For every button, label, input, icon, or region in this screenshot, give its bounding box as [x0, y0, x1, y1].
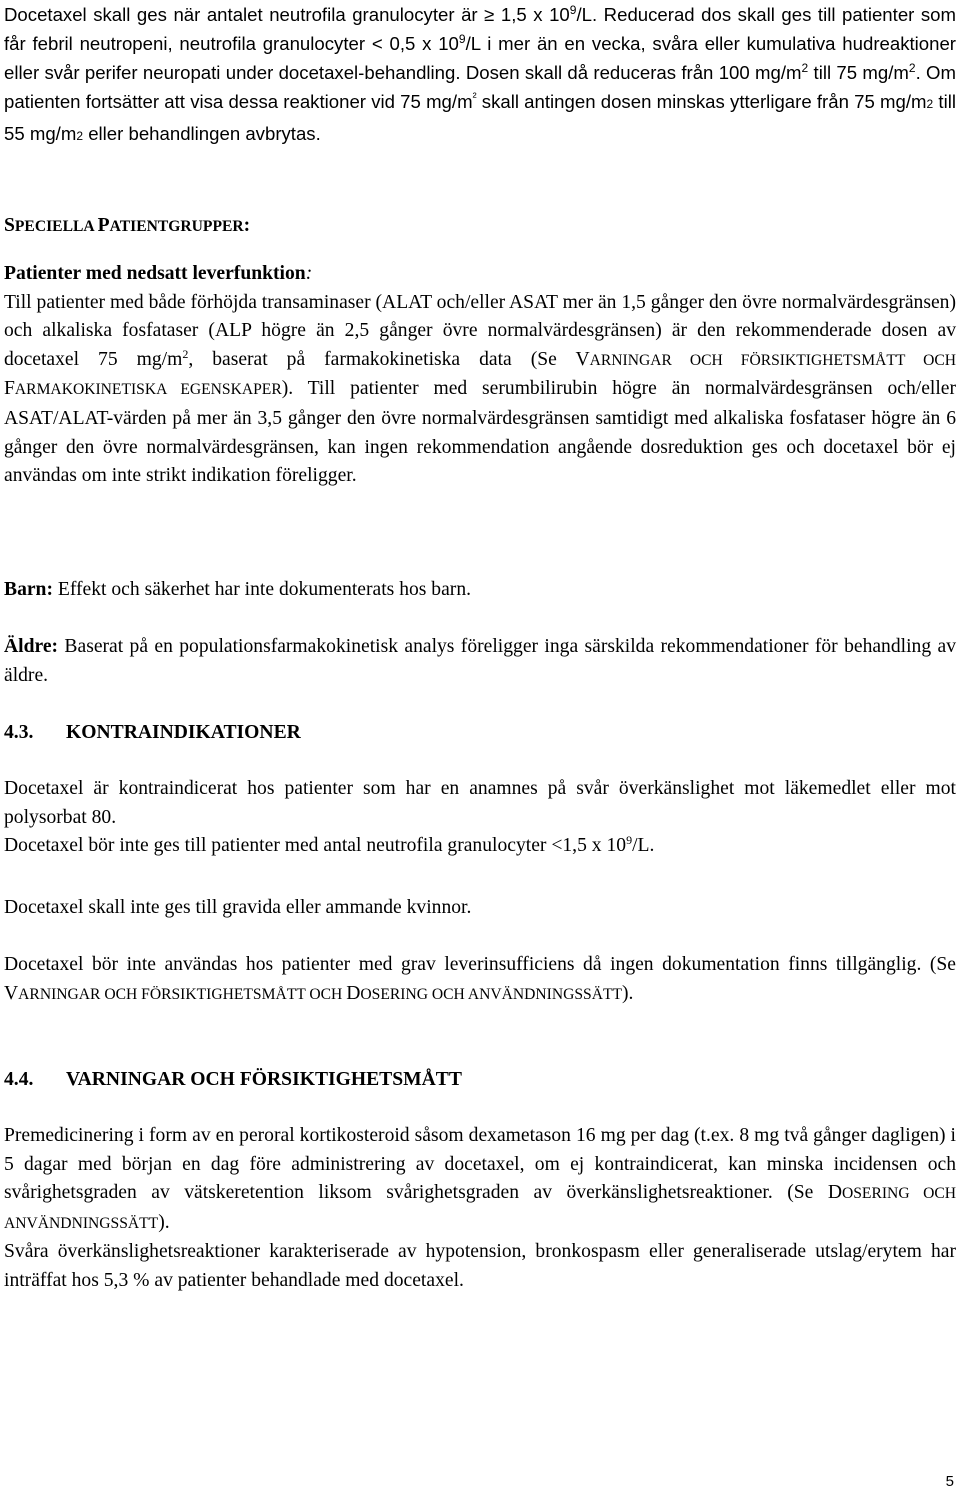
- text-run: Till patienter med både förhöjda transaminaser (ALAT och/eller ASAT mer än 1,5 gånger den övre normalvärdesgränsen) och alkaliska fosfataser (ALP högre än 2,5 gånger övre normalvärdesgränsen) är den rekommenderade dosen av docetaxel 75 mg/m: [4, 291, 956, 370]
- superscript: 9: [458, 32, 466, 46]
- ref-cap: F: [4, 378, 15, 400]
- text-run: eller behandlingen avbrytas.: [83, 123, 321, 144]
- liver-colon: :: [305, 263, 313, 284]
- ref-smallcaps: ARNINGAR OCH FÖRSIKTIGHETSMÅTT OCH: [18, 985, 347, 1003]
- section-number: 4.3.: [4, 722, 34, 743]
- text-run: Docetaxel bör inte ges till patienter med antal neutrofila granulocyter <1,5 x 10: [4, 835, 627, 857]
- text-run: till 75 mg/m: [808, 62, 909, 83]
- text-run: Docetaxel är kontraindicerat hos patienter som har en anamnes på svår överkänslighet mot läkemedlet eller mot polysorbat 80.: [4, 778, 956, 828]
- text-run: ).: [622, 982, 634, 1004]
- text-run: Baserat på en populationsfarmakokinetisk analys föreligger inga särskilda rekommendationer för behandling av äldre.: [4, 636, 956, 686]
- heading-colon: :: [243, 215, 251, 236]
- text-run: till 55 mg/m: [4, 91, 956, 144]
- text-run: Premedicinering i form av en peroral kortikosteroid såsom dexametason 16 mg per dag (t.ex. 8 mg två gånger dagligen) i 5 dagar med början en dag före administrering av docetaxel, om ej kontraindicerat, kan minska incidensen och svårighetsgraden av vätskeretention liksom svårighetsgraden av överkänslighetsreaktioner. (Se: [4, 1125, 956, 1204]
- text-run: 2: [926, 97, 934, 111]
- ref-cap: D: [346, 982, 361, 1004]
- text-run: , baserat på farmakokinetiska data (Se: [188, 348, 576, 370]
- heading-smallcaps: ATIENTGRUPPER: [109, 218, 244, 235]
- liver-section: [4, 260, 956, 491]
- superscript: 2: [908, 61, 916, 75]
- ref-smallcaps: OSERING OCH ANVÄNDNINGSSÄTT: [4, 1185, 956, 1232]
- heading-smallcaps: PECIELLA: [14, 218, 98, 235]
- section-title: VARNINGAR OCH FÖRSIKTIGHETSMÅTT: [66, 1069, 462, 1090]
- children-paragraph: [4, 576, 956, 605]
- text-run: /L i mer än en vecka, svåra eller kumulativa hudreaktioner eller svår perifer neuropati under docetaxel-behandling. Dosen skall då reduceras från 100 mg/m: [4, 33, 956, 83]
- dose-reduction-paragraph: [4, 0, 956, 151]
- liver-title: Patienter med nedsatt leverfunktion: [4, 263, 306, 284]
- ref-smallcaps: ARMAKOKINETISKA EGENSKAPER: [14, 381, 282, 399]
- text-run: skall antingen dosen minskas ytterligare från 75 mg/m: [476, 91, 927, 112]
- heading-cap: P: [97, 215, 110, 236]
- warnings-heading: [4, 1066, 462, 1095]
- elderly-label: Äldre:: [4, 636, 59, 657]
- geq-symbol: ≥: [484, 4, 495, 25]
- contraindications-paragraph-1: [4, 775, 956, 861]
- text-run: /L.: [632, 835, 655, 857]
- text-run: Effekt och säkerhet har inte dokumenterats hos barn.: [52, 579, 472, 600]
- children-label: Barn:: [4, 579, 53, 600]
- superscript: 9: [569, 3, 577, 17]
- text-run: Docetaxel bör inte användas hos patienter med grav leverinsufficiens då ingen dokumentation finns tillgänglig. (Se: [4, 954, 956, 975]
- section-title: KONTRAINDIKATIONER: [66, 722, 301, 743]
- text-run: 1,5 x 10: [494, 4, 570, 25]
- contraindications-paragraph-2: Docetaxel skall inte ges till gravida eller ammande kvinnor.: [4, 897, 472, 918]
- liver-subheading: [4, 260, 956, 289]
- ref-cap: V: [4, 982, 19, 1004]
- superscript: ²: [472, 90, 477, 104]
- text-run: ). Till patienter med serumbilirubin högre än normalvärdesgränsen och/eller ASAT/ALAT-värden på mer än 3,5 gånger den övre normalvärdesgränsen samtidigt med alkaliska fosfataser högre än 6 gånger den övre normalvärdesgränsen, kan ingen rekommendation angående dosreduktion ges och docetaxel bör ej användas om inte strikt indikation föreligger.: [4, 378, 957, 487]
- superscript: 9: [626, 833, 633, 848]
- elderly-paragraph: [4, 633, 956, 690]
- text-run: Svåra överkänslighetsreaktioner karakteriserade av hypotension, bronkospasm eller generaliserade utslag/erytem har inträffat hos 5,3 % av patienter behandlade med docetaxel.: [4, 1241, 956, 1291]
- text-run: /L. Reducerad dos skall ges till patienter som får febril neutropeni, neutrofila granulocyter < 0,5 x 10: [4, 4, 957, 54]
- text-run: Docetaxel skall ges när antalet neutrofila granulocyter är: [4, 4, 485, 25]
- contraindications-heading: [4, 719, 301, 748]
- ref-cap: V: [575, 348, 590, 370]
- ref-smallcaps: ARNINGAR OCH FÖRSIKTIGHETSMÅTT OCH: [589, 351, 956, 369]
- ref-cap: D: [827, 1182, 842, 1204]
- text-run: . Om patienten fortsätter att visa dessa reaktioner vid 75 mg/m: [4, 62, 956, 112]
- superscript: 2: [182, 346, 189, 361]
- section-number: 4.4.: [4, 1069, 34, 1090]
- superscript: 2: [801, 61, 809, 75]
- contraindications-paragraph-3: [4, 951, 956, 1009]
- ref-smallcaps: OSERING OCH ANVÄNDNINGSSÄTT: [360, 985, 623, 1003]
- warnings-paragraph-1: [4, 1122, 956, 1296]
- text-run: 2: [76, 129, 84, 143]
- special-groups-heading: [4, 212, 250, 242]
- page-number: 5: [945, 1473, 954, 1490]
- heading-cap: S: [4, 215, 15, 236]
- liver-paragraph: [4, 289, 956, 491]
- text-run: ).: [158, 1211, 170, 1233]
